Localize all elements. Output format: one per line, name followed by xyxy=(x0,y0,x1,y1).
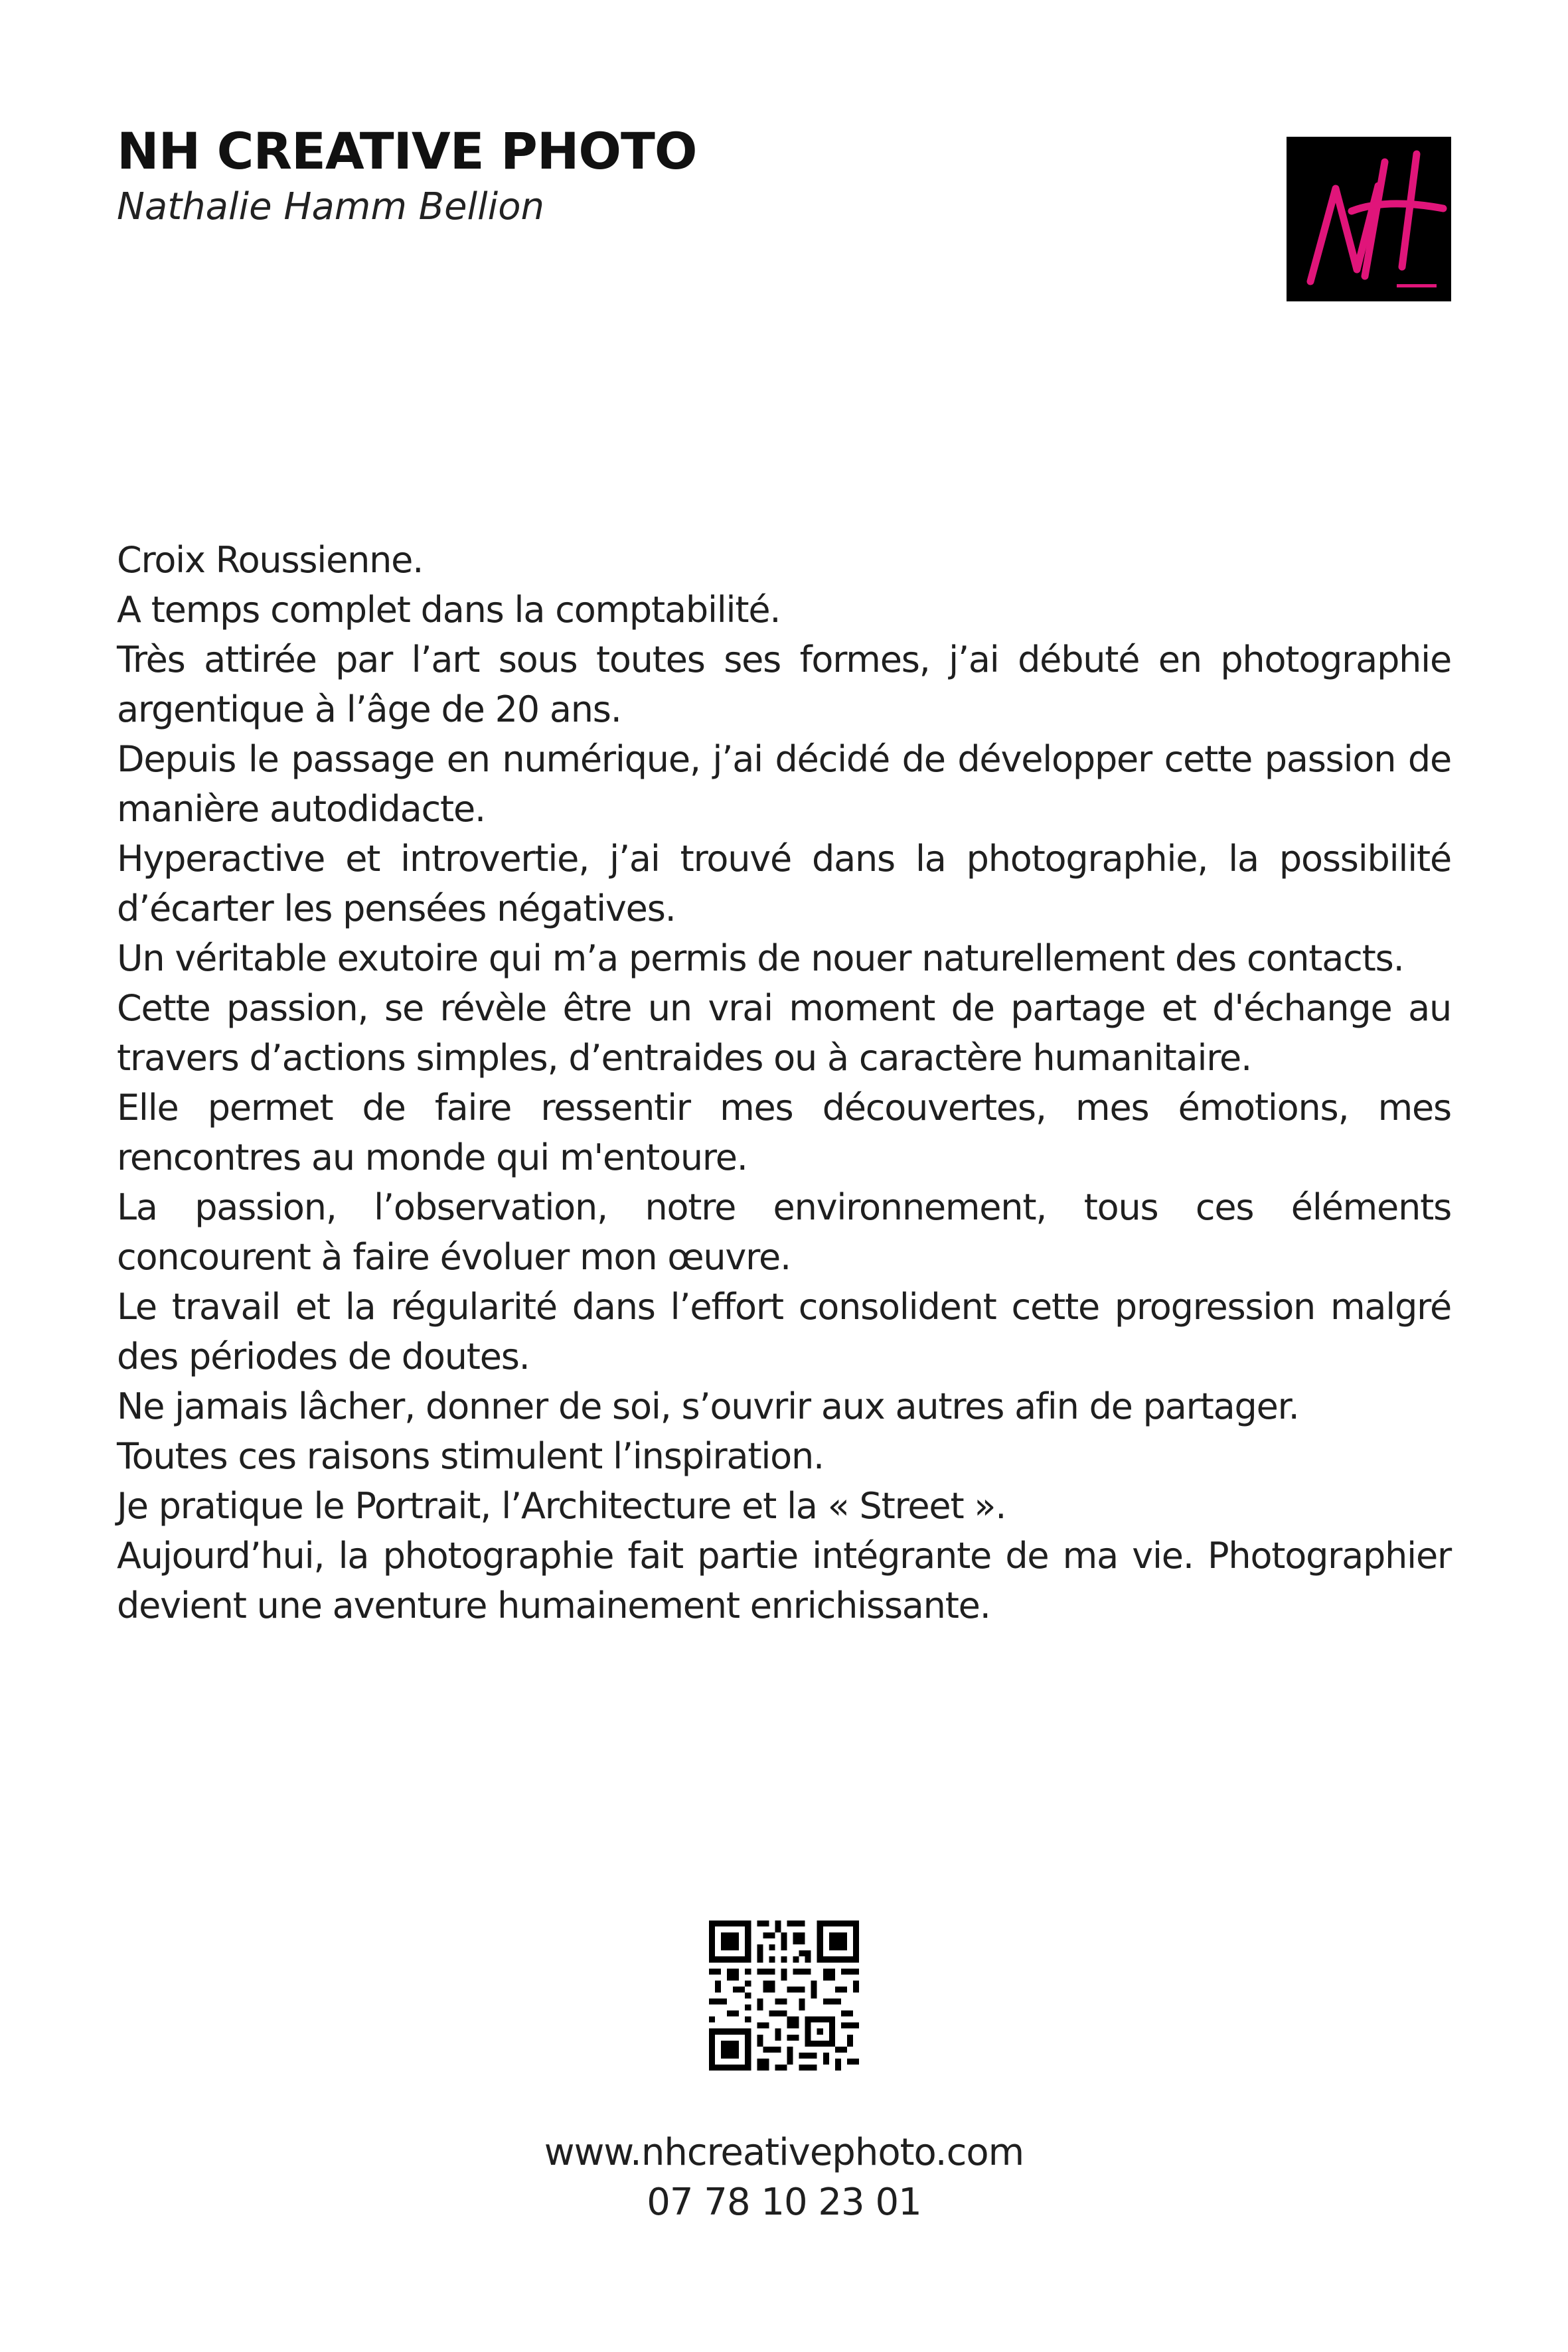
bio-paragraph: Je pratique le Portrait, l’Architecture et la « Street ». xyxy=(117,1485,1006,1527)
website-link[interactable]: www.nhcreativephoto.com xyxy=(544,2131,1024,2174)
bio-paragraph: Très attirée par l’art sous toutes ses formes, j’ai débuté en photographie argentique à l’âge de 20 ans. xyxy=(117,639,1451,730)
bio-paragraph: Le travail et la régularité dans l’effort consolident cette progression malgré des périodes de doutes. xyxy=(117,1286,1451,1377)
bio-paragraph: Depuis le passage en numérique, j’ai décidé de développer cette passion de manière autodidacte. xyxy=(117,738,1451,830)
bio-paragraph: Elle permet de faire ressentir mes découvertes, mes émotions, mes rencontres au monde qui m'entoure. xyxy=(117,1087,1451,1178)
qr-code-icon[interactable] xyxy=(709,1921,859,2071)
bio-paragraph: Toutes ces raisons stimulent l’inspiration. xyxy=(117,1435,824,1477)
bio-paragraph: Croix Roussienne. xyxy=(117,539,424,581)
biography-text xyxy=(117,535,1451,1630)
bio-paragraph: Hyperactive et introvertie, j’ai trouvé dans la photographie, la possibilité d’écarter les pensées négatives. xyxy=(117,838,1451,929)
bio-paragraph: A temps complet dans la comptabilité. xyxy=(117,589,781,631)
nh-monogram-logo xyxy=(1287,137,1451,301)
bio-paragraph: Un véritable exutoire qui m’a permis de nouer naturellement des contacts. xyxy=(117,937,1404,979)
contact-footer xyxy=(0,2128,1568,2227)
bio-paragraph: Ne jamais lâcher, donner de soi, s’ouvrir aux autres afin de partager. xyxy=(117,1385,1299,1427)
page-title: NH CREATIVE PHOTO xyxy=(117,121,697,181)
bio-paragraph: La passion, l’observation, notre environnement, tous ces éléments concourent à faire évoluer mon œuvre. xyxy=(117,1186,1451,1278)
bio-paragraph: Cette passion, se révèle être un vrai moment de partage et d'échange au travers d’actions simples, d’entraides ou à caractère humanitaire. xyxy=(117,987,1451,1079)
bio-paragraph: Aujourd’hui, la photographie fait partie intégrante de ma vie. Photographier devient une aventure humainement enrichissante. xyxy=(117,1535,1451,1626)
phone-number[interactable]: 07 78 10 23 01 xyxy=(647,2181,921,2224)
author-name: Nathalie Hamm Bellion xyxy=(117,185,544,228)
